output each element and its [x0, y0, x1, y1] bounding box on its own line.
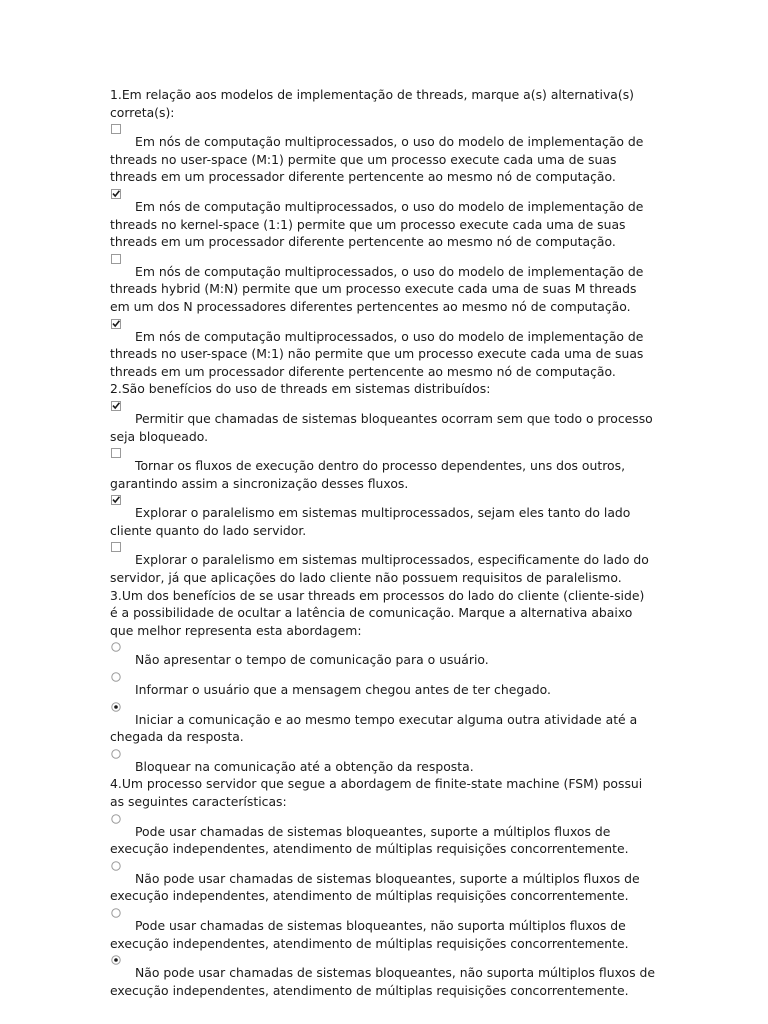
option-3b[interactable] [110, 672, 655, 699]
checkbox-icon[interactable] [111, 124, 121, 134]
option-1a[interactable] [110, 124, 655, 186]
option-text: Não pode usar chamadas de sistemas bloqueantes, suporte a múltiplos fluxos de execução independentes, atendimento de múltiplas requisições concorrentemente. [110, 870, 640, 904]
quiz-document [110, 86, 655, 999]
question-text: 4.Um processo servidor que segue a abordagem de finite-state machine (FSM) possui as seguintes características: [110, 776, 643, 809]
question-2 [110, 380, 655, 586]
option-4c[interactable] [110, 908, 655, 952]
option-3d[interactable] [110, 749, 655, 776]
option-text: Iniciar a comunicação e ao mesmo tempo executar alguma outra atividade até a chegada da resposta. [110, 711, 638, 745]
option-text: Permitir que chamadas de sistemas bloqueantes ocorram sem que todo o processo seja bloqueado. [110, 410, 653, 444]
option-text: Explorar o paralelismo em sistemas multiprocessados, especificamente do lado do servidor, já que aplicações do lado cliente não possuem requisitos de paralelismo. [110, 552, 649, 586]
option-text: Não apresentar o tempo de comunicação para o usuário. [135, 652, 489, 668]
radio-icon[interactable] [111, 749, 121, 759]
checkbox-icon[interactable] [111, 254, 121, 264]
question-4 [110, 775, 655, 999]
option-2a[interactable] [110, 401, 655, 445]
option-text: Informar o usuário que a mensagem chegou antes de ter chegado. [135, 682, 551, 698]
checkbox-icon[interactable] [111, 448, 121, 458]
option-2b[interactable] [110, 448, 655, 492]
checkbox-checked-icon[interactable] [111, 189, 121, 199]
checkbox-checked-icon[interactable] [111, 495, 121, 505]
option-4d[interactable] [110, 955, 655, 999]
option-1c[interactable] [110, 254, 655, 316]
radio-selected-icon[interactable] [111, 955, 121, 965]
option-text: Em nós de computação multiprocessados, o uso do modelo de implementação de threads hybrid (M:N) permite que um processo execute cada uma de suas M threads em um dos N processadores diferentes pertencentes ao mesmo nó de computação. [110, 263, 644, 314]
option-text: Em nós de computação multiprocessados, o uso do modelo de implementação de threads no user-space (M:1) permite que um processo execute cada uma de suas threads em um processador diferente pertencente ao mesmo nó de computação. [110, 134, 644, 185]
option-1b[interactable] [110, 189, 655, 251]
radio-selected-icon[interactable] [111, 702, 121, 712]
radio-icon[interactable] [111, 642, 121, 652]
checkbox-icon[interactable] [111, 542, 121, 552]
question-3 [110, 587, 655, 776]
option-4b[interactable] [110, 861, 655, 905]
option-1d[interactable] [110, 319, 655, 381]
option-text: Pode usar chamadas de sistemas bloqueantes, não suporta múltiplos fluxos de execução independentes, atendimento de múltiplas requisições concorrentemente. [110, 917, 629, 951]
question-text: 1.Em relação aos modelos de implementação de threads, marque a(s) alternativa(s) correta(s): [110, 87, 635, 120]
option-2c[interactable] [110, 495, 655, 539]
option-4a[interactable] [110, 814, 655, 858]
option-3c[interactable] [110, 702, 655, 746]
option-text: Pode usar chamadas de sistemas bloqueantes, suporte a múltiplos fluxos de execução independentes, atendimento de múltiplas requisições concorrentemente. [110, 823, 629, 857]
option-3a[interactable] [110, 642, 655, 669]
option-text: Tornar os fluxos de execução dentro do processo dependentes, uns dos outros, garantindo assim a sincronização desses fluxos. [110, 458, 626, 491]
question-1 [110, 86, 655, 380]
radio-icon[interactable] [111, 814, 121, 824]
checkbox-checked-icon[interactable] [111, 401, 121, 411]
radio-icon[interactable] [111, 908, 121, 918]
question-text: 3.Um dos benefícios de se usar threads em processos do lado do cliente (cliente-side) é a possibilidade de ocultar a latência de comunicação. Marque a alternativa abaixo que melhor representa esta abordagem: [110, 587, 645, 638]
question-text: 2.São benefícios do uso de threads em sistemas distribuídos: [110, 381, 491, 397]
option-text: Não pode usar chamadas de sistemas bloqueantes, não suporta múltiplos fluxos de execução independentes, atendimento de múltiplas requisições concorrentemente. [110, 965, 655, 998]
radio-icon[interactable] [111, 861, 121, 871]
option-text: Bloquear na comunicação até a obtenção da resposta. [135, 758, 474, 774]
option-text: Em nós de computação multiprocessados, o uso do modelo de implementação de threads no kernel-space (1:1) permite que um processo execute cada uma de suas threads em um processador diferente pertencente ao mesmo nó de computação. [110, 198, 644, 250]
option-2d[interactable] [110, 542, 655, 586]
checkbox-checked-icon[interactable] [111, 319, 121, 329]
option-text: Em nós de computação multiprocessados, o uso do modelo de implementação de threads no user-space (M:1) não permite que um processo execute cada uma de suas threads em um processador diferente pertencente ao mesmo nó de computação. [110, 328, 644, 379]
option-text: Explorar o paralelismo em sistemas multiprocessados, sejam eles tanto do lado cliente quanto do lado servidor. [110, 505, 631, 538]
radio-icon[interactable] [111, 672, 121, 682]
